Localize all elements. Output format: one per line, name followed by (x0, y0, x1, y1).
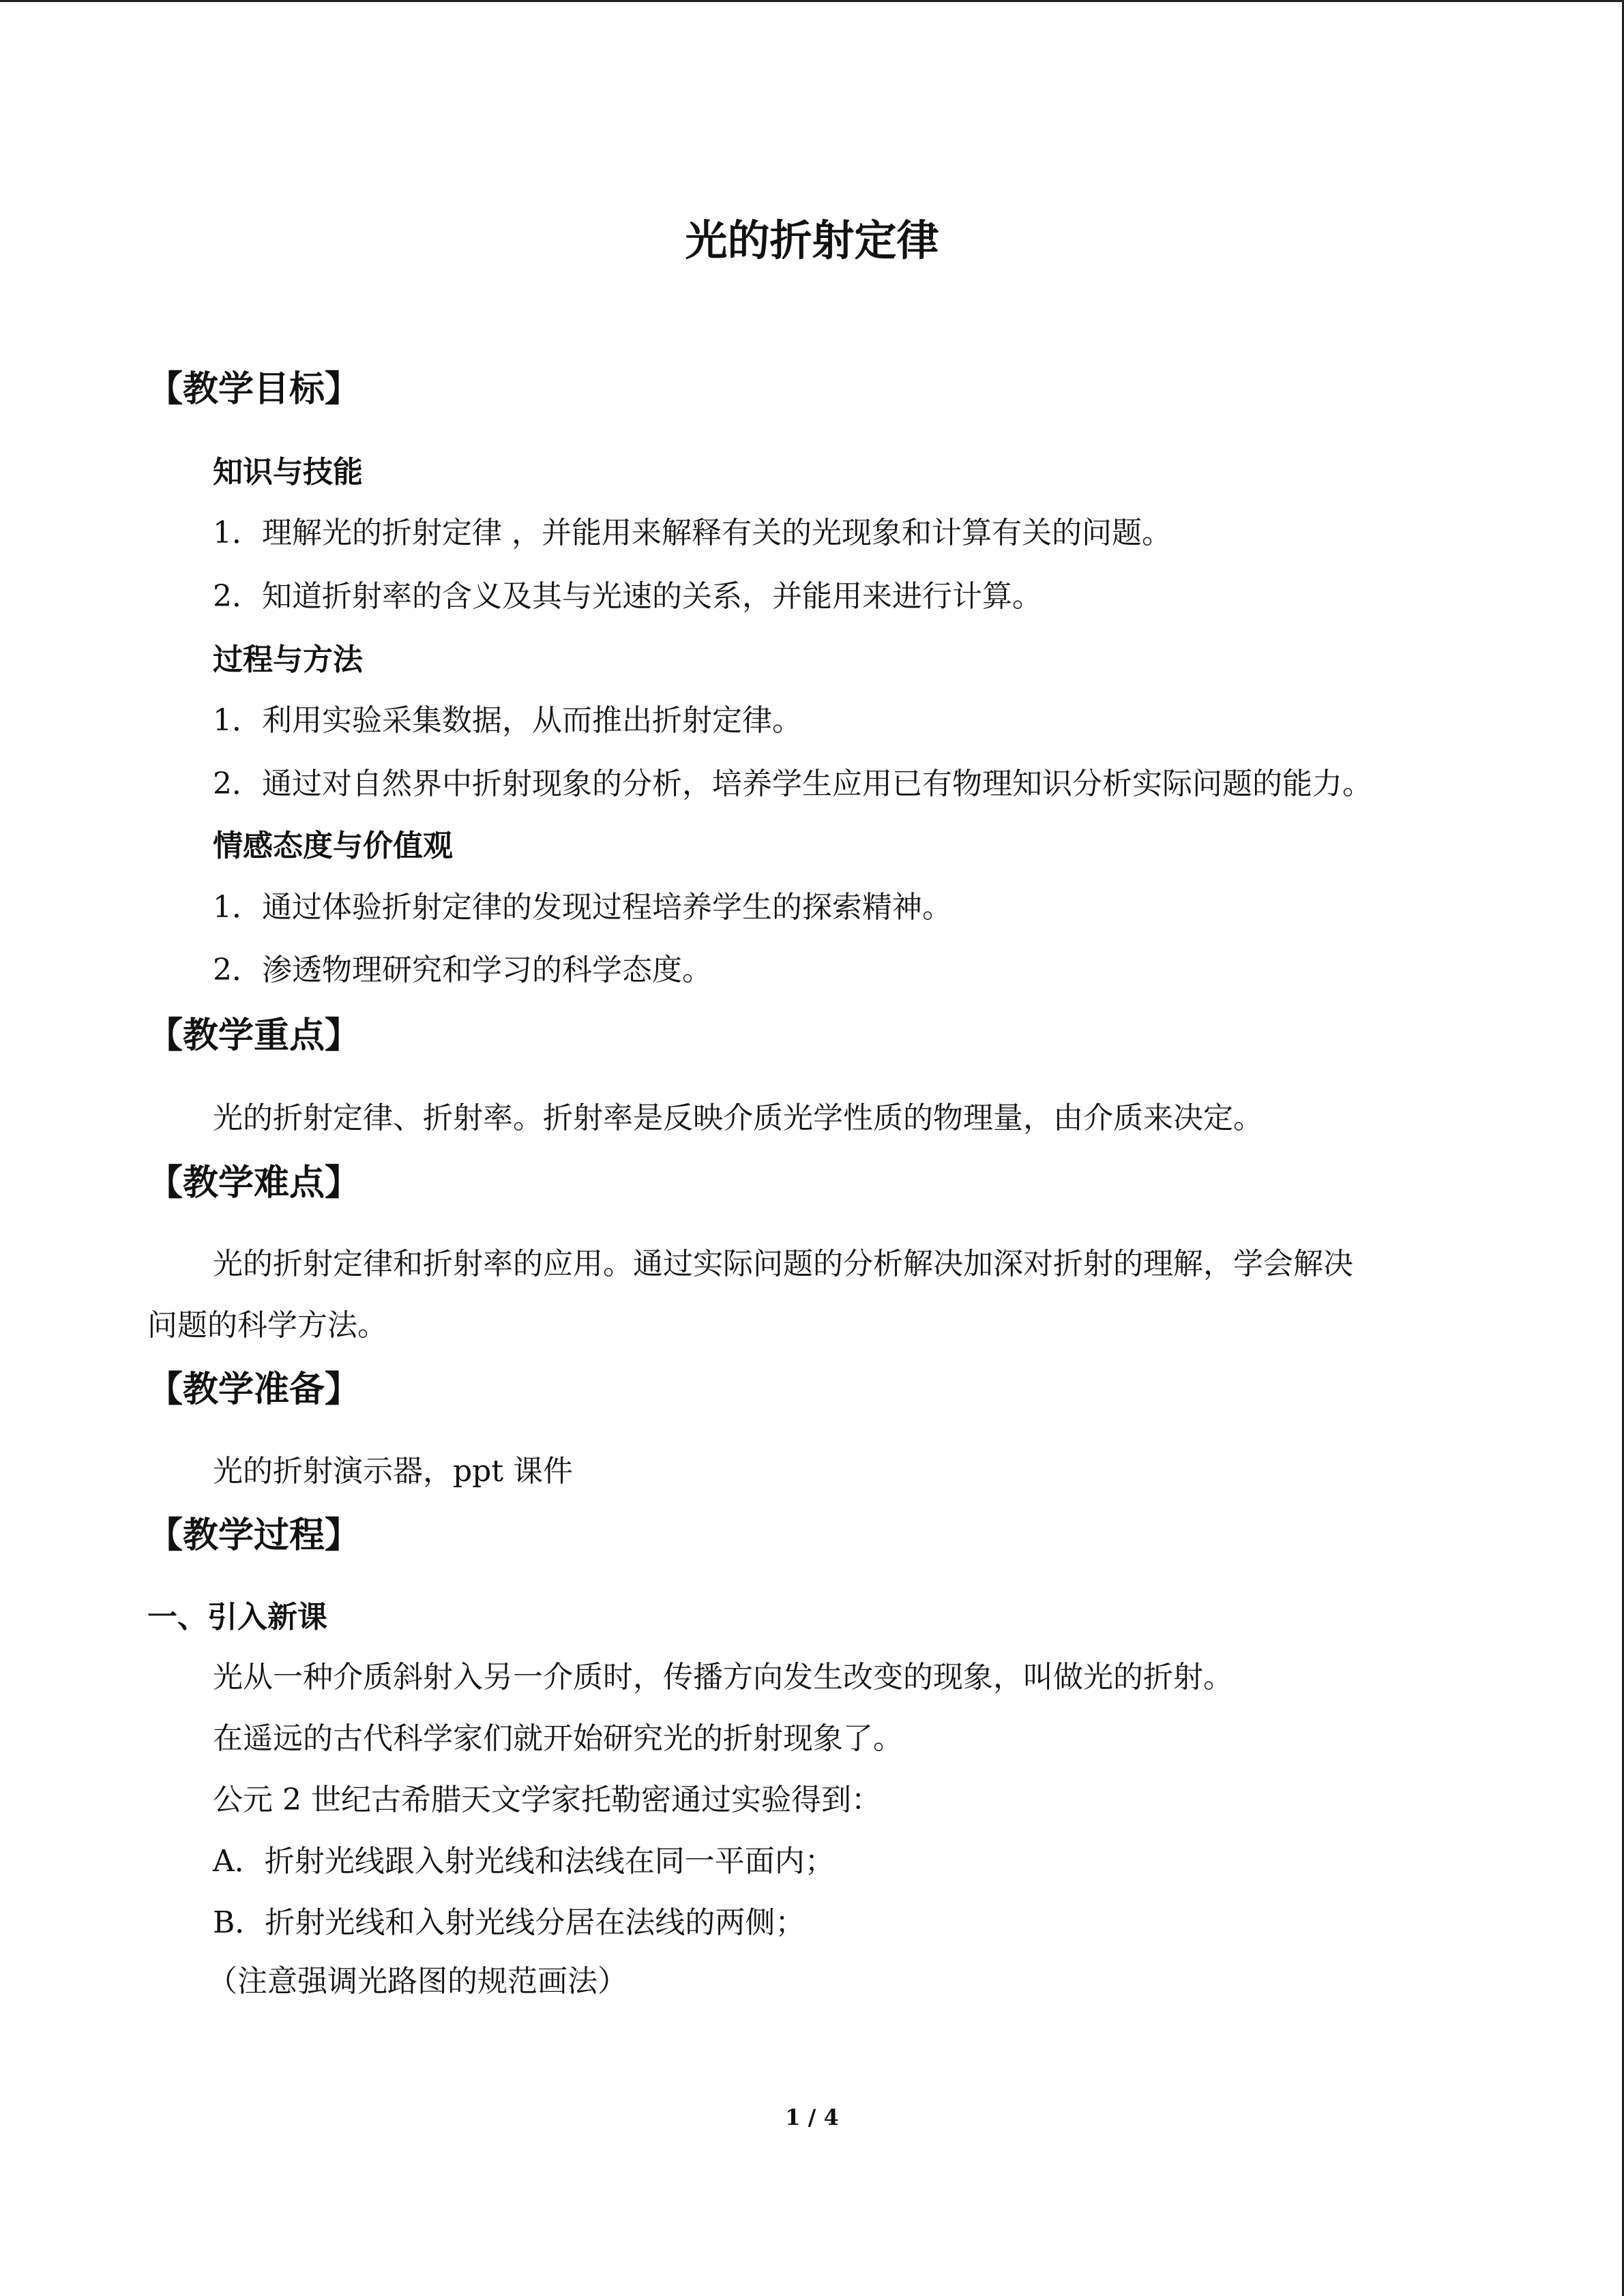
document-title: 光的折射定律 (685, 215, 939, 265)
attitude-item-1: 1．通过体验折射定律的发现过程培养学生的探索精神。 (213, 890, 952, 925)
subheading-knowledge: 知识与技能 (213, 455, 363, 490)
heading-objectives: 【教学目标】 (147, 369, 361, 410)
subheading-process: 过程与方法 (213, 642, 363, 677)
intro-line-2: 在遥远的古代科学家们就开始研究光的折射现象了。 (213, 1721, 903, 1756)
difficulties-text-line-1: 光的折射定律和折射率的应用。通过实际问题的分析解决加深对折射的理解，学会解决 (213, 1247, 1353, 1281)
preparation-text: 光的折射演示器，ppt 课件 (213, 1454, 573, 1489)
difficulties-text-line-2: 问题的科学方法。 (147, 1308, 387, 1343)
subheading-attitude: 情感态度与价值观 (213, 829, 453, 863)
attitude-item-2: 2．渗透物理研究和学习的科学态度。 (213, 953, 712, 987)
process-item-1: 1．利用实验采集数据，从而推出折射定律。 (213, 703, 802, 738)
section-introduce-new-lesson: 一、引入新课 (147, 1600, 327, 1635)
process-item-2: 2．通过对自然界中折射现象的分析，培养学生应用已有物理知识分析实际问题的能力。 (213, 766, 1372, 801)
intro-line-3: 公元 2 世纪古希腊天文学家托勒密通过实验得到： (213, 1783, 881, 1817)
intro-line-6: （注意强调光路图的规范画法） (207, 1964, 628, 1999)
key-points-text: 光的折射定律、折射率。折射率是反映介质光学性质的物理量，由介质来决定。 (213, 1101, 1263, 1135)
intro-line-1: 光从一种介质斜射入另一介质时，传播方向发生改变的现象，叫做光的折射。 (213, 1660, 1233, 1695)
heading-key-points: 【教学重点】 (147, 1015, 361, 1056)
knowledge-item-1: 1．理解光的折射定律 ，并能用来解释有关的光现象和计算有关的问题。 (213, 516, 1172, 550)
page-number: 1 / 4 (785, 2104, 839, 2130)
heading-difficulties: 【教学难点】 (147, 1163, 361, 1204)
heading-preparation: 【教学准备】 (147, 1369, 361, 1410)
knowledge-item-2: 2．知道折射率的含义及其与光速的关系，并能用来进行计算。 (213, 579, 1042, 614)
intro-line-4: A．折射光线跟入射光线和法线在同一平面内； (213, 1844, 835, 1879)
intro-line-5: B．折射光线和入射光线分居在法线的两侧； (213, 1905, 806, 1940)
heading-process: 【教学过程】 (147, 1515, 361, 1556)
